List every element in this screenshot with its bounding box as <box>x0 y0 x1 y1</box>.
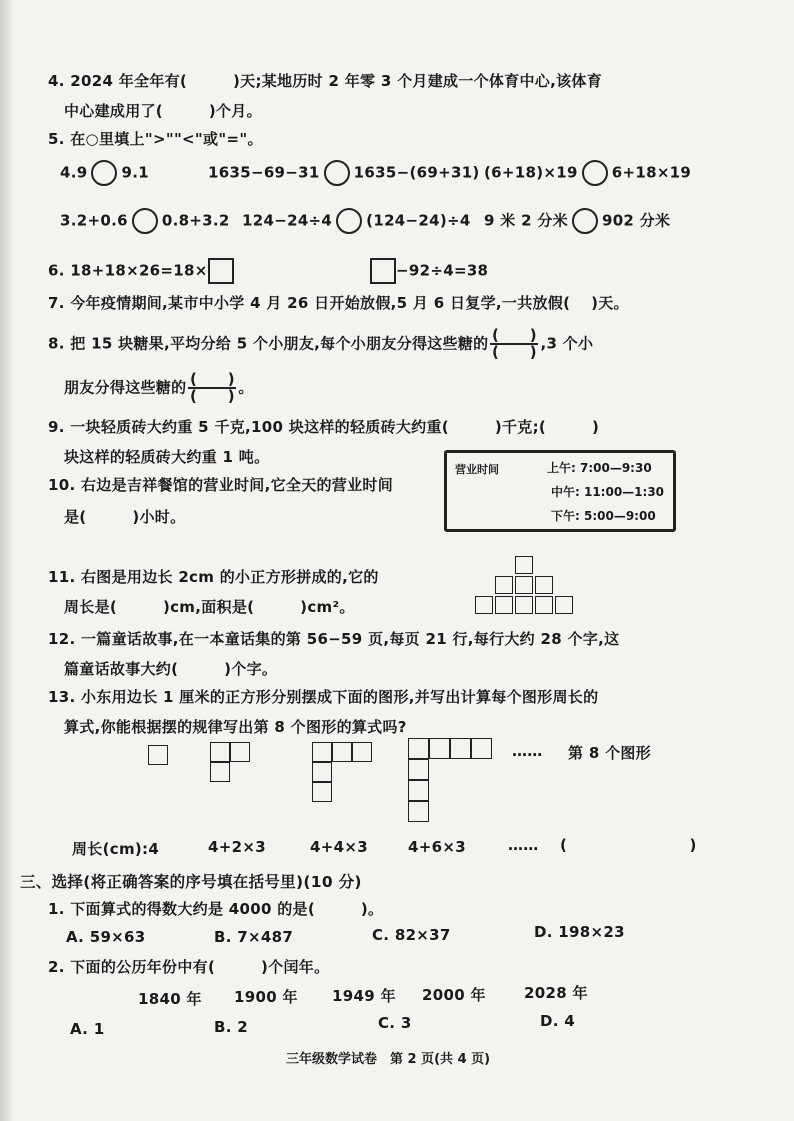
q6-part-a: 6. 18+18×26=18× <box>48 258 234 284</box>
figure-1 <box>148 745 170 767</box>
figure-2 <box>210 742 254 786</box>
q5-title: 5. 在○里填上">""<"或"="。 <box>48 130 263 148</box>
s3-q1-stem: 1. 下面算式的得数大约是 4000 的是( )。 <box>48 900 384 918</box>
q5-right: (124−24)÷4 <box>366 211 471 230</box>
year-2000: 2000 年 <box>422 986 486 1004</box>
q5-right: 9.1 <box>121 163 149 182</box>
hours-noon: 中午: 11:00—1:30 <box>551 485 665 499</box>
hours-evening: 下午: 5:00—9:00 <box>551 509 656 523</box>
page-footer: 三年级数学试卷 第 2 页(共 4 页) <box>286 1052 491 1067</box>
figure-sequence-dots: …… <box>512 742 543 760</box>
q6-part-b: −92÷4=38 <box>370 258 488 284</box>
q5-item <box>242 208 471 234</box>
perimeter-formula-2: 4+2×3 <box>208 838 266 856</box>
q5-right: 1635−(69+31) <box>353 163 480 182</box>
q5-left: 4.9 <box>60 163 88 182</box>
answer-circle[interactable] <box>572 208 598 234</box>
q5-right: 6+18×19 <box>611 163 692 182</box>
fraction-blank[interactable]: $\frac{( )}{( )}$ <box>492 326 537 361</box>
year-1840: 1840 年 <box>138 990 202 1008</box>
perimeter-label: 周长(cm):4 <box>72 840 160 858</box>
perimeter-formula-3: 4+4×3 <box>310 838 368 856</box>
hours-box-title: 营业时间 <box>455 463 499 476</box>
q11-line2: 周长是( )cm,面积是( )cm²。 <box>64 598 355 616</box>
q5-item <box>208 160 480 186</box>
q5-item <box>60 160 149 186</box>
page-edge-shadow <box>0 0 14 1121</box>
year-1900: 1900 年 <box>234 988 298 1006</box>
perimeter-answer-blank[interactable]: ( ) <box>560 836 697 854</box>
s3-q1-option-b[interactable]: B. 7×487 <box>214 928 294 946</box>
answer-circle[interactable] <box>91 160 117 186</box>
s3-q2-option-c[interactable]: C. 3 <box>378 1014 412 1032</box>
q10-line1: 10. 右边是吉祥餐馆的营业时间,它全天的营业时间 <box>48 476 393 494</box>
q11-line1: 11. 右图是用边长 2cm 的小正方形拼成的,它的 <box>48 568 379 586</box>
q8-line1: 8. 把 15 块糖果,平均分给 5 个小朋友,每个小朋友分得这些糖的 $\frac{( )}{( )} ,3$ 个小 <box>48 326 594 361</box>
answer-circle[interactable] <box>132 208 158 234</box>
q4-line2: 中心建成用了( )个月。 <box>64 102 262 120</box>
q13-line2: 算式,你能根据摆的规律写出第 8 个图形的算式吗? <box>64 718 407 736</box>
figure-3 <box>312 742 376 806</box>
q8-line2: 朋友分得这些糖的 $\frac{( )}{( )}$ 。 <box>64 370 254 405</box>
year-2028: 2028 年 <box>524 984 588 1002</box>
q12-line2: 篇童话故事大约( )个字。 <box>64 660 278 678</box>
q5-right: 902 分米 <box>601 211 671 230</box>
s3-q2-option-d[interactable]: D. 4 <box>540 1012 576 1030</box>
q5-item <box>484 160 691 186</box>
fraction-blank[interactable]: $\frac{( )}{( )}$ <box>189 370 235 405</box>
q5-left: (6+18)×19 <box>484 163 578 182</box>
s3-q2-stem: 2. 下面的公历年份中有( )个闰年。 <box>48 958 330 976</box>
q13-line1: 13. 小东用边长 1 厘米的正方形分别摆成下面的图形,并写出计算每个图形周长的 <box>48 688 599 706</box>
business-hours-box <box>444 450 676 532</box>
q5-left: 3.2+0.6 <box>60 211 128 230</box>
q9-line2: 块这样的轻质砖大约重 1 吨。 <box>64 448 270 466</box>
perimeter-formula-4: 4+6×3 <box>408 838 466 856</box>
answer-circle[interactable] <box>582 160 608 186</box>
q5-left: 124−24÷4 <box>242 211 333 230</box>
s3-q1-option-a[interactable]: A. 59×63 <box>66 928 146 946</box>
q5-left: 9 米 2 分米 <box>484 211 568 230</box>
answer-circle[interactable] <box>336 208 362 234</box>
section3-title: 三、选择(将正确答案的序号填在括号里)(10 分) <box>20 873 362 891</box>
q7: 7. 今年疫情期间,某市中小学 4 月 26 日开始放假,5 月 6 日复学,一共放假( )天。 <box>48 294 629 312</box>
hours-morning: 上午: 7:00—9:30 <box>547 461 652 475</box>
q5-item <box>60 208 230 234</box>
s3-q1-option-c[interactable]: C. 82×37 <box>372 926 451 944</box>
staircase-figure <box>475 556 579 620</box>
s3-q2-option-a[interactable]: A. 1 <box>70 1020 105 1038</box>
s3-q2-option-b[interactable]: B. 2 <box>214 1018 248 1036</box>
q10-line2: 是( )小时。 <box>64 508 186 526</box>
year-1949: 1949 年 <box>332 987 396 1005</box>
s3-q1-option-d[interactable]: D. 198×23 <box>534 923 625 941</box>
figure-8-label: 第 8 个图形 <box>568 744 651 762</box>
q12-line1: 12. 一篇童话故事,在一本童话集的第 56−59 页,每页 21 行,每行大约 28 个字,这 <box>48 630 620 648</box>
figure-4 <box>408 738 494 828</box>
q5-left: 1635−69−31 <box>208 163 320 182</box>
q4-line1: 4. 2024 年全年有( )天;某地历时 2 年零 3 个月建成一个体育中心,该体育 <box>48 72 603 90</box>
answer-circle[interactable] <box>324 160 350 186</box>
answer-box[interactable] <box>208 258 234 284</box>
perimeter-dots: …… <box>508 836 539 854</box>
q9-line1: 9. 一块轻质砖大约重 5 千克,100 块这样的轻质砖大约重( )千克;( ) <box>48 418 600 436</box>
answer-box[interactable] <box>370 258 396 284</box>
q5-right: 0.8+3.2 <box>161 211 230 230</box>
q5-item <box>484 208 670 234</box>
